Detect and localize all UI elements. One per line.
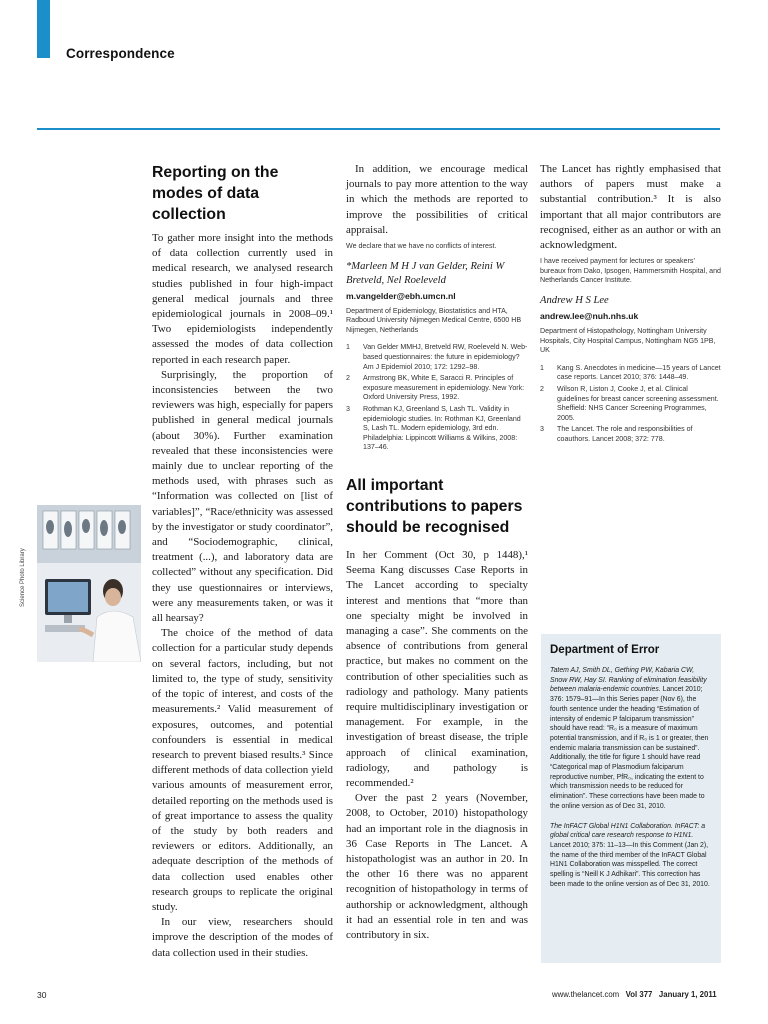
article2-paragraph: Over the past 2 years (November, 2008, to October, 2010) histopathology had an important role in the diagnosis in 36 Case Reports in The Lancet. A histopathologist was an author in 20. In the other 16 there was no apparent recognition of histopathology in terms of authorship or acknowledgment, although it had an essential role in ten and was contributory in six. [346, 792, 528, 941]
reference-item [346, 405, 528, 453]
reference-item [540, 385, 721, 423]
reference-item [346, 374, 528, 403]
footer-citation [552, 990, 717, 999]
article1-declaration: We declare that we have no conflicts of interest. [346, 242, 497, 251]
section-rule [37, 128, 720, 130]
article1-title: Reporting on the modes of data collection [152, 164, 279, 223]
reference-text: Armstrong BK, White E, Saracci R. Principles of exposure measurement in epidemiology. New York: Oxford University Press, 1992. [363, 374, 525, 402]
article1-email[interactable]: m.vangelder@ebh.umcn.nl [346, 290, 456, 301]
reference-number: 2 [346, 374, 350, 383]
article2-affiliation: Department of Histopathology, Nottingham University Hospitals, City Hospital Campus, Nottingham NG5 1PB, UK [540, 327, 716, 355]
erratum-title: Department of Error [550, 644, 660, 656]
reference-item [540, 425, 721, 444]
middle-column [346, 162, 528, 943]
reference-text: Rothman KJ, Greenland S, Lash TL. Validity in epidemiologic studies. In: Rothman KJ, Greenland S, Lash TL. Modern epidemiology, 3rd edn. Philadelphia: Lippincott Williams & Wilkins, 2008: 137–46. [363, 404, 521, 452]
photo-credit: Science Photo Library [20, 548, 26, 607]
reference-text: Kang S. Anecdotes in medicine—15 years of Lancet case reports. Lancet 2010; 376: 1448–49. [557, 363, 721, 382]
article1-references [346, 343, 528, 453]
right-column [540, 162, 721, 447]
reference-item [540, 364, 721, 383]
section-color-bar [37, 0, 50, 58]
footer-date: January 1, 2011 [658, 990, 717, 999]
article2-paragraph: In her Comment (Oct 30, p 1448),¹ Seema Kang discusses Case Reports in The Lancet according to specialty interest and mentions that “more than one specialty might be involved in managing a case”. She comments on the absence of contributions from general practice, but makes no comment on the contribution of other specialities such as radiology and pathology. Many patients require multidisciplinary investigation or management. For example, in the investigation of breast disease, the triple approach of clinical examination, radiology, and pathology is recommended.² [346, 548, 528, 789]
reference-text: The Lancet. The role and responsibilities of coauthors. Lancet 2008; 372: 778. [557, 425, 693, 443]
erratum-item [550, 822, 713, 890]
department-of-error-box [541, 634, 721, 963]
article1-paragraph: To gather more insight into the methods of data collection currently used in medical research, we analysed research studies published in four high-impact general medical journals and three epidemiological journals in 2008–09.¹ Two epidemiologists independently assessed the modes of data collection reported in each research paper. [152, 232, 333, 366]
reference-number: 3 [540, 425, 544, 434]
article1-paragraph: Surprisingly, the proportion of inconsistencies between the two reviewers was high, especially for papers published in general medical journals (about 30%). Further examination revealed that these inconsistencies were mainly due to unclear reporting of the methods used, with phrases such as “Information was collected on [list of variables]”, “Race/ethnicity was assessed by the investigator or study coordinator”, and “Sociodemographic, clinical, treatment (...), and laboratory data are collected” without any specification. Did they use questionnaires or interviews, were any measurements taken, or was it all hearsay? [152, 368, 333, 625]
page-number: 30 [37, 990, 47, 1000]
footer-volume: Vol 377 [625, 990, 653, 999]
erratum-text: Lancet 2010; 376: 1579–91—In this Series paper (Nov 6), the fourth sentence under the heading “Estimation of intensity of endemic P falciparum transmission” should have read: “R₀ is a measure of maximum potential transmission, and if R₀ is 1 or greater, then endemic malaria transmission can be sustained”. Additionally, the title for figure 1 should have read “Categorical map of Plasmodium falciparum reproductive number, PfR₀, indicating the extent to which transmission needs to be reduced for elimination”. These corrections have been made to the online version as of Dec 31, 2010. [550, 686, 709, 810]
reference-number: 1 [346, 343, 350, 352]
article1-paragraph: In our view, researchers should improve the description of the modes of data collection used in their studies. [152, 916, 333, 959]
article2-email[interactable]: andrew.lee@nuh.nhs.uk [540, 311, 639, 321]
lab-photo [37, 505, 141, 662]
article2-paragraph: The Lancet has rightly emphasised that authors of papers must make a substantial contribution.³ It is also important that all major contributors are recognised, either as an author or with an acknowledgment. [540, 163, 721, 252]
article2-author: Andrew H S Lee [540, 295, 609, 306]
erratum-text: Lancet 2010; 375: 11–13—In this Comment (Jan 2), the name of the third member of the InFACT Global H1N1 Collaboration was misspelled. The correct spelling is “Neill K J Adhikari”. This correction has been made to the online version as of Dec 31, 2010. [550, 841, 710, 888]
reference-number: 1 [540, 363, 544, 372]
erratum-item [550, 666, 713, 812]
footer-site[interactable]: www.thelancet.com [552, 990, 620, 999]
section-title: Correspondence [66, 46, 175, 61]
lab-photo-illustration [37, 505, 141, 662]
article1-affiliation: Department of Epidemiology, Biostatistics and HTA, Radboud University Nijmegen Medical Centre, 6500 HB Nijmegen, Netherlands [346, 306, 522, 334]
article1-authors: *Marleen M H J van Gelder, Reini W Bretveld, Nel Roeleveld [346, 260, 505, 286]
erratum-reference: The InFACT Global H1N1 Collaboration. InFACT: a global critical care research response to H1N1. [550, 822, 706, 840]
article2-declaration: I have received payment for lectures or speakers’ bureaux from Dako, Ipsogen, Hammersmith Hospital, and Netherlands Cancer Institute. [540, 257, 721, 285]
reference-number: 3 [346, 404, 350, 413]
reference-text: Van Gelder MMHJ, Bretveld RW, Roeleveld N. Web-based questionnaires: the future in epidemiology? Am J Epidemiol 2010; 172: 1292–98. [363, 343, 528, 371]
article2-title: All important contributions to papers should be recognised [346, 476, 523, 536]
reference-text: Wilson R, Liston J, Cooke J, et al. Clinical guidelines for breast cancer screening assessment. Sheffield: NHS Cancer Screening Programmes, 2005. [557, 384, 719, 422]
article1-paragraph: In addition, we encourage medical journals to pay more attention to the way in which the methods are reported to improve the possibilities of critical appraisal. [346, 163, 528, 236]
reference-number: 2 [540, 384, 544, 393]
reference-item [346, 343, 528, 372]
erratum-reference: Tatem AJ, Smith DL, Gething PW, Kabaria CW, Snow RW, Hay SI. Ranking of elimination feasibility between malaria-endemic countries. [550, 667, 707, 694]
article2-references [540, 364, 721, 445]
article1-column [152, 162, 333, 961]
article1-paragraph: The choice of the method of data collection for a particular study depends on several factors, including, but not limited to, the type of study, sensitivity of the topic of interest, and costs of the measurements.² Valid measurement of exposures, outcomes, and potential confounders is essential in medical research to prevent biased results.³ Since different methods of data collection yield various amounts of measurement error, detailed reporting on the methods used is of great importance to assess the quality of the study by both readers and reviewers or editors. Additionally, an adequate description of the methods of data collection used enables other research groups to replicate the original study. [152, 627, 333, 913]
